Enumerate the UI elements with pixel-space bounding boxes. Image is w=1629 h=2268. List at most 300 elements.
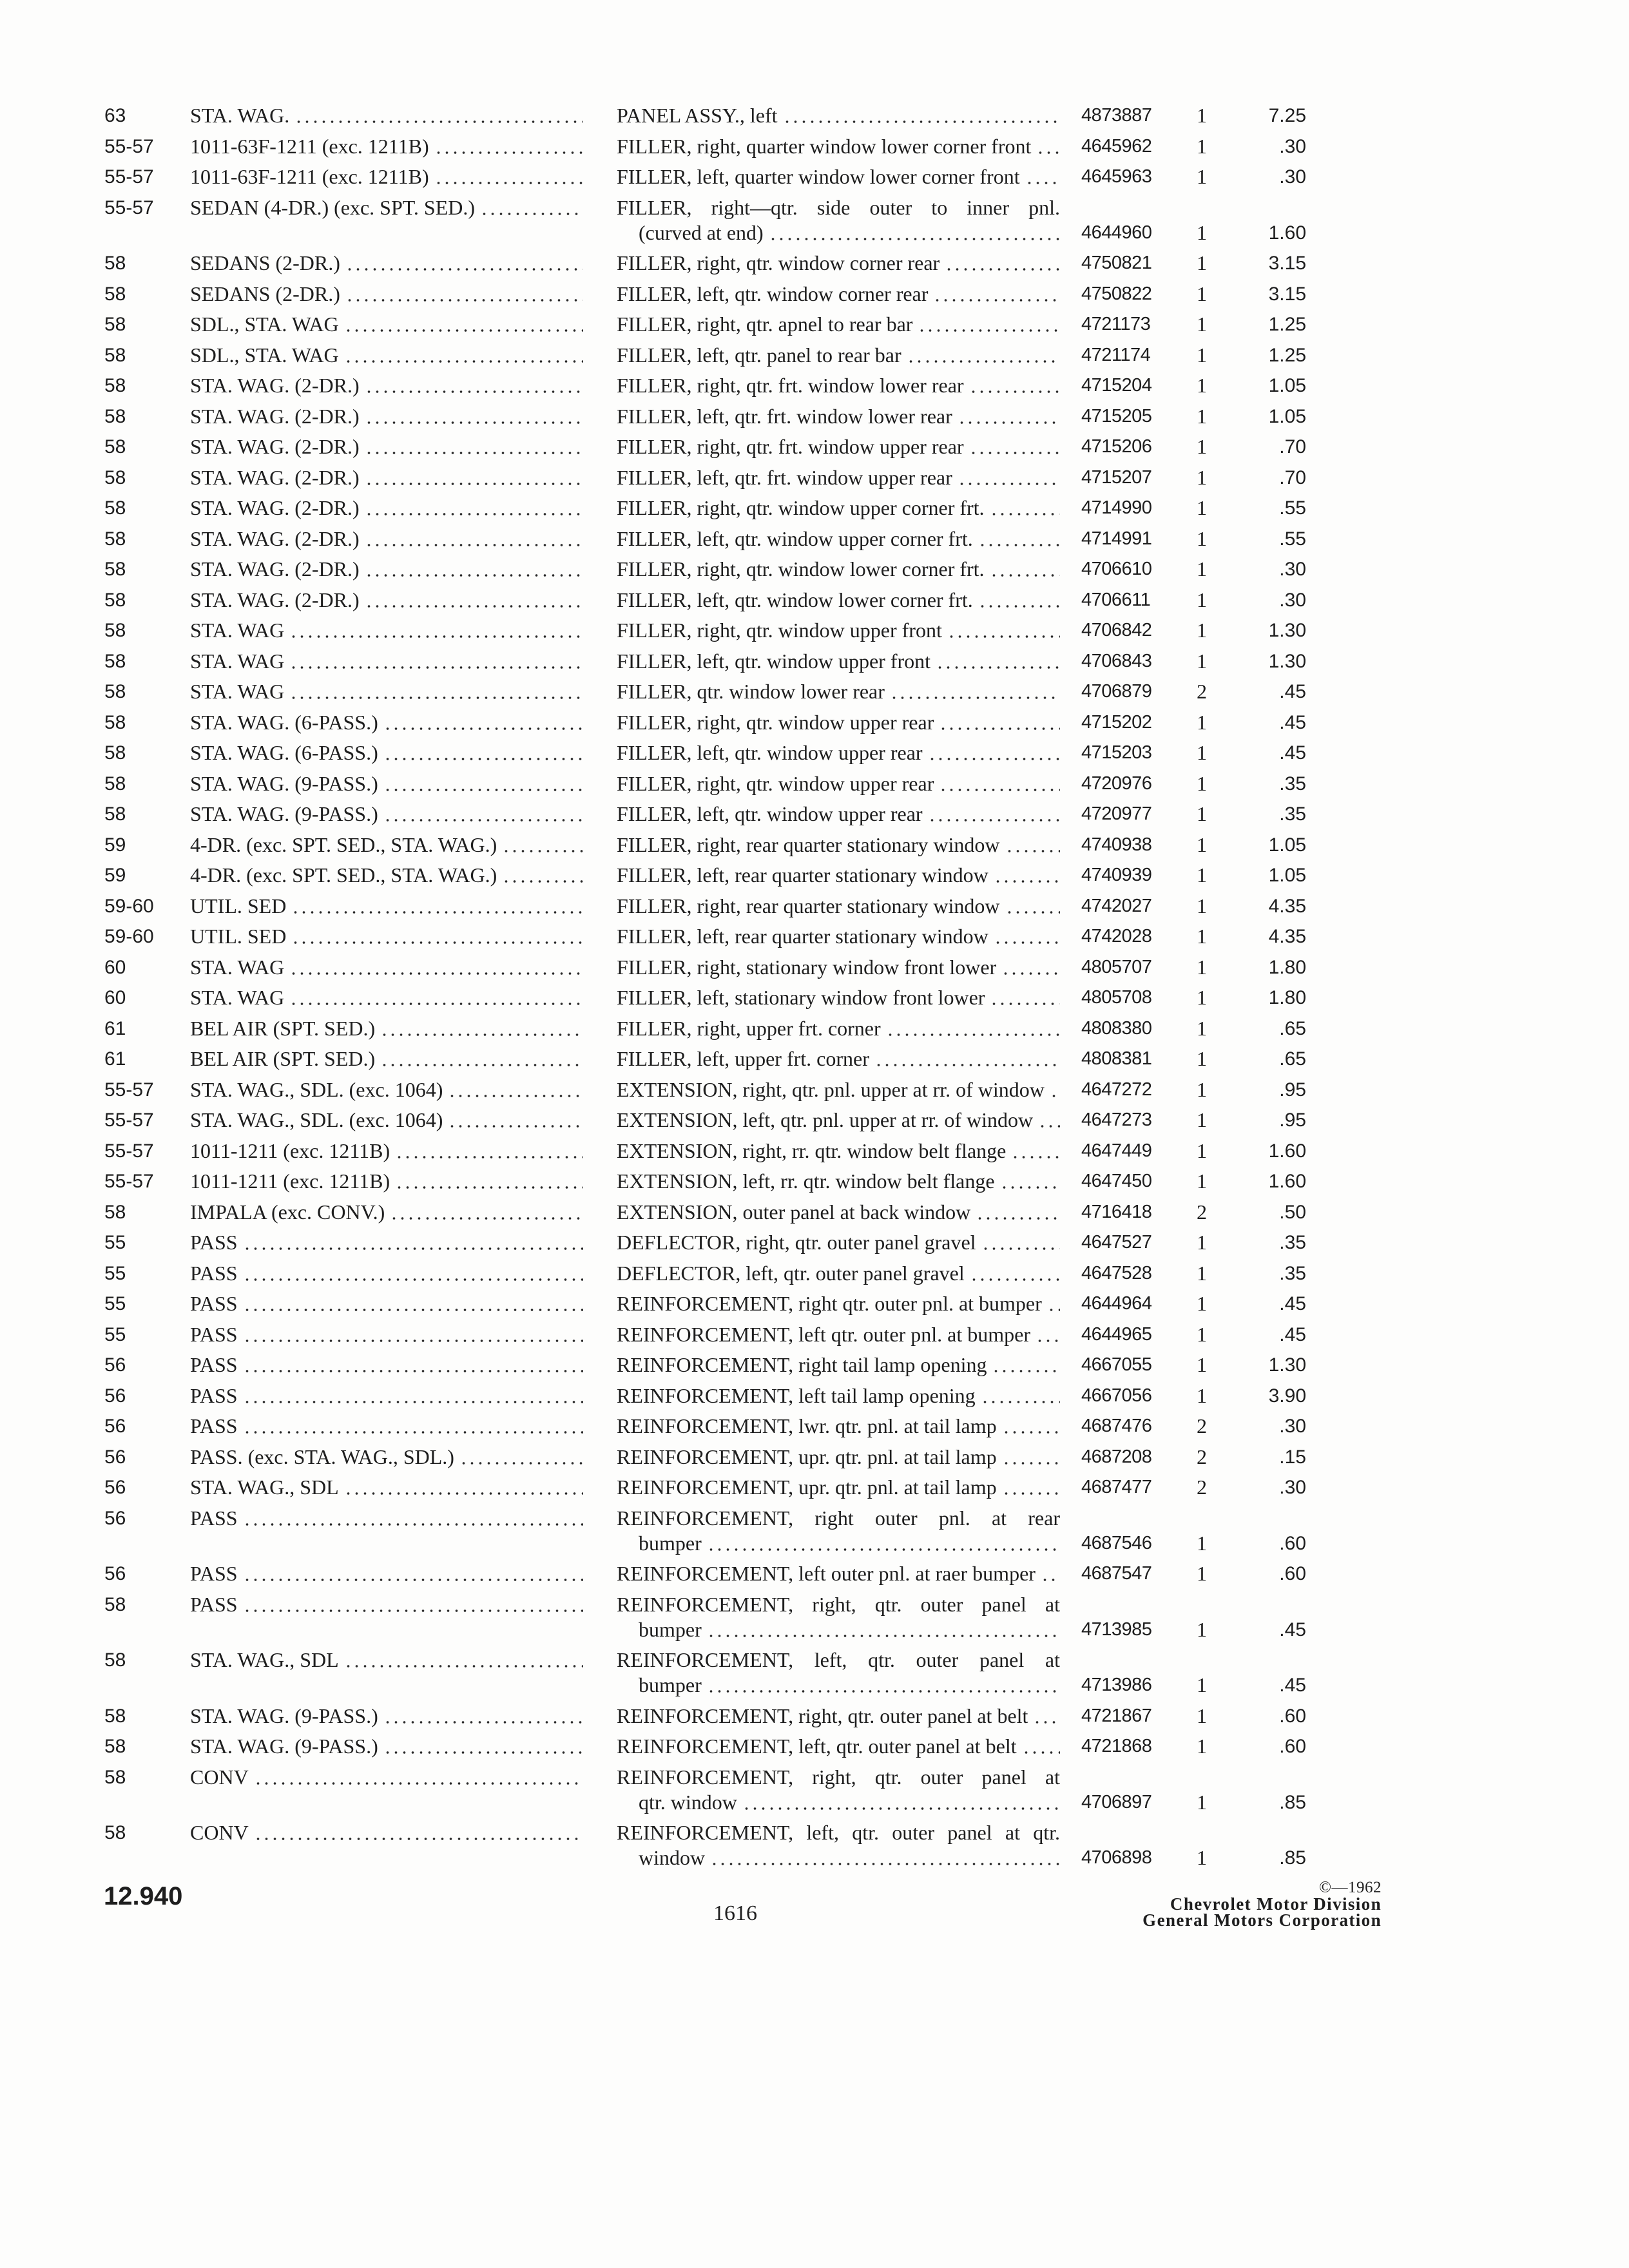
model-name: STA. WAG. (6-PASS.) — [190, 710, 378, 734]
model-year: 56 — [104, 1563, 126, 1584]
parts-row — [0, 740, 1629, 771]
dot-leader — [939, 710, 1060, 735]
description-text: bumper — [639, 1673, 702, 1696]
model-year: 56 — [104, 1416, 126, 1437]
description-text: FILLER, left, qtr. window upper corner frt. — [617, 526, 973, 550]
description-line — [617, 1592, 1060, 1617]
description-text: REINFORCEMENT, left, qtr. outer panel at belt — [617, 1735, 1017, 1758]
description-cell — [617, 1506, 1060, 1556]
dot-leader — [978, 588, 1060, 613]
parts-row — [0, 1046, 1629, 1077]
quantity: 1 — [1197, 557, 1207, 581]
dot-leader — [710, 1845, 1060, 1870]
quantity: 1 — [1197, 1016, 1207, 1040]
model-year: 58 — [104, 497, 126, 519]
model-cell — [190, 985, 583, 1010]
model-name: CONV — [190, 1765, 249, 1789]
model-name: PASS — [190, 1292, 238, 1315]
parts-row — [0, 1322, 1629, 1353]
parts-row — [0, 1261, 1629, 1292]
quantity: 1 — [1197, 925, 1207, 948]
model-year: 56 — [104, 1354, 126, 1376]
model-name: STA. WAG — [190, 955, 285, 979]
price: 1.80 — [1268, 956, 1306, 978]
model-cell — [190, 679, 583, 704]
dot-leader — [928, 740, 1060, 765]
description-text: FILLER, left, qtr. window upper rear — [617, 741, 923, 764]
description-text: FILLER, left, qtr. window upper front — [617, 649, 931, 673]
description-line — [617, 373, 1060, 398]
quantity: 2 — [1197, 1445, 1207, 1468]
parts-row — [0, 771, 1629, 802]
parts-row — [0, 465, 1629, 496]
model-year: 58 — [104, 711, 126, 733]
model-cell — [190, 649, 583, 674]
parts-row — [0, 955, 1629, 986]
description-line — [617, 1261, 1060, 1286]
price: 1.05 — [1268, 834, 1306, 856]
price: 1.60 — [1268, 222, 1306, 244]
price: .70 — [1279, 436, 1306, 457]
price: .30 — [1279, 1477, 1306, 1498]
parts-row — [0, 710, 1629, 741]
dot-leader — [1000, 1169, 1060, 1194]
model-cell — [190, 1108, 583, 1133]
price: .30 — [1279, 166, 1306, 187]
description-cell — [617, 1077, 1060, 1102]
dot-leader — [434, 164, 583, 189]
part-number: 4742027 — [1081, 895, 1152, 916]
description-cell — [617, 1352, 1060, 1378]
description-cell — [617, 1445, 1060, 1470]
description-line — [617, 1139, 1060, 1164]
description-line — [617, 134, 1060, 159]
dot-leader — [291, 894, 583, 919]
description-line — [617, 1617, 1060, 1642]
dot-leader — [243, 1352, 583, 1378]
quantity: 1 — [1197, 832, 1207, 856]
part-number: 4715207 — [1081, 466, 1152, 488]
description-line — [617, 495, 1060, 521]
description-text: bumper — [639, 1617, 702, 1641]
parts-row — [0, 894, 1629, 925]
price: .45 — [1279, 1293, 1306, 1314]
model-year: 59-60 — [104, 895, 154, 917]
dot-leader — [907, 343, 1060, 368]
description-line — [617, 1108, 1060, 1133]
quantity: 1 — [1197, 741, 1207, 764]
price: 4.35 — [1268, 926, 1306, 947]
description-text: FILLER, right—qtr. side outer to inner pnl. — [617, 195, 1060, 219]
parts-row — [0, 649, 1629, 680]
parts-row — [0, 404, 1629, 435]
model-year: 58 — [104, 1822, 126, 1843]
description-cell — [617, 1261, 1060, 1286]
dot-leader — [289, 618, 583, 643]
dot-leader — [243, 1230, 583, 1255]
description-cell — [617, 1046, 1060, 1072]
price: .50 — [1279, 1201, 1306, 1223]
model-year: 58 — [104, 620, 126, 641]
price: 3.90 — [1268, 1385, 1306, 1407]
quantity: 1 — [1197, 1077, 1207, 1101]
description-cell — [617, 343, 1060, 368]
description-cell — [617, 251, 1060, 276]
quantity: 1 — [1197, 104, 1207, 127]
model-name: STA. WAG. (6-PASS.) — [190, 741, 378, 764]
part-number: 4687547 — [1081, 1563, 1152, 1584]
description-line — [617, 195, 1060, 220]
model-year: 55-57 — [104, 1110, 154, 1131]
part-number: 4647528 — [1081, 1262, 1152, 1283]
part-number: 4715203 — [1081, 742, 1152, 763]
dot-leader — [933, 282, 1060, 307]
price: 3.15 — [1268, 283, 1306, 305]
dot-leader — [294, 103, 583, 128]
dot-leader — [947, 618, 1060, 643]
model-name: STA. WAG., SDL — [190, 1648, 339, 1671]
model-name: 4-DR. (exc. SPT. SED., STA. WAG.) — [190, 863, 497, 887]
description-text: REINFORCEMENT, lwr. qtr. pnl. at tail lamp — [617, 1414, 997, 1437]
description-line — [617, 103, 1060, 128]
model-name: PASS — [190, 1261, 238, 1285]
description-line — [617, 771, 1060, 796]
description-line — [617, 740, 1060, 765]
description-text: qtr. window — [639, 1790, 737, 1814]
model-name: STA. WAG — [190, 619, 285, 642]
description-text: FILLER, right, qtr. window upper rear — [617, 771, 934, 795]
price: 4.35 — [1268, 895, 1306, 917]
description-cell — [617, 373, 1060, 398]
description-cell — [617, 465, 1060, 490]
part-number: 4645963 — [1081, 166, 1152, 187]
model-name: STA. WAG. (2-DR.) — [190, 404, 360, 428]
model-cell — [190, 618, 583, 643]
model-name: SEDAN (4-DR.) (exc. SPT. SED.) — [190, 195, 476, 219]
part-number: 4644964 — [1081, 1293, 1152, 1314]
description-line — [617, 1200, 1060, 1225]
model-name: STA. WAG — [190, 986, 285, 1009]
parts-row — [0, 343, 1629, 374]
description-text: FILLER, right, rear quarter stationary window — [617, 832, 1000, 856]
dot-leader — [969, 434, 1060, 459]
dot-leader — [1025, 164, 1060, 189]
description-line — [617, 465, 1060, 490]
dot-leader — [970, 1261, 1060, 1286]
dot-leader — [958, 465, 1060, 490]
model-year: 55 — [104, 1293, 126, 1314]
model-name: STA. WAG. (2-DR.) — [190, 588, 360, 611]
price: .35 — [1279, 1262, 1306, 1284]
model-name: STA. WAG. (9-PASS.) — [190, 771, 378, 795]
parts-row — [0, 134, 1629, 165]
dot-leader — [254, 1765, 583, 1790]
parts-row — [0, 588, 1629, 619]
quantity: 1 — [1197, 404, 1207, 428]
dot-leader — [365, 434, 583, 459]
model-name: 1011-63F-1211 (exc. 1211B) — [190, 165, 429, 188]
description-text: FILLER, left, quarter window lower corner front — [617, 165, 1020, 188]
price: .65 — [1279, 1048, 1306, 1070]
parts-row — [0, 1648, 1629, 1704]
parts-row — [0, 495, 1629, 526]
description-cell — [617, 1734, 1060, 1759]
dot-leader — [769, 220, 1060, 245]
quantity: 1 — [1197, 986, 1207, 1009]
part-number: 4647527 — [1081, 1232, 1152, 1253]
parts-row — [0, 1383, 1629, 1414]
dot-leader — [939, 771, 1060, 796]
model-cell — [190, 924, 583, 949]
model-year: 55-57 — [104, 197, 154, 218]
model-name: STA. WAG., SDL. (exc. 1064) — [190, 1108, 443, 1131]
quantity: 1 — [1197, 1673, 1207, 1696]
model-cell — [190, 526, 583, 552]
model-cell — [190, 251, 583, 276]
dot-leader — [1002, 1475, 1060, 1500]
part-number: 4687476 — [1081, 1416, 1152, 1436]
quantity: 1 — [1197, 1846, 1207, 1869]
division-name: Chevrolet Motor Division — [1170, 1894, 1382, 1914]
dot-leader — [480, 195, 583, 220]
model-year: 56 — [104, 1385, 126, 1407]
dot-leader — [383, 740, 583, 765]
dot-leader — [886, 1016, 1060, 1041]
dot-leader — [707, 1531, 1060, 1556]
dot-leader — [365, 373, 583, 398]
dot-leader — [976, 1200, 1060, 1225]
quantity: 1 — [1197, 1108, 1207, 1131]
model-year: 59-60 — [104, 926, 154, 947]
model-cell — [190, 740, 583, 765]
part-number: 4721173 — [1081, 314, 1151, 334]
price: .30 — [1279, 589, 1306, 611]
quantity: 1 — [1197, 312, 1207, 336]
model-cell — [190, 557, 583, 582]
dot-leader — [1038, 1108, 1060, 1133]
dot-leader — [783, 103, 1060, 128]
parts-row — [0, 103, 1629, 134]
model-cell — [190, 802, 583, 827]
part-number: 4687477 — [1081, 1477, 1152, 1497]
model-name: STA. WAG., SDL — [190, 1475, 339, 1499]
parts-row — [0, 618, 1629, 649]
model-name: STA. WAG. (9-PASS.) — [190, 1704, 378, 1727]
description-text: FILLER, right, stationary window front lower — [617, 955, 997, 979]
part-number: 4687208 — [1081, 1446, 1152, 1467]
model-cell — [190, 404, 583, 429]
description-line — [617, 802, 1060, 827]
model-cell — [190, 1383, 583, 1408]
model-year: 58 — [104, 283, 126, 305]
price: 3.15 — [1268, 253, 1306, 274]
description-text: FILLER, right, qtr. frt. window lower rear — [617, 374, 964, 397]
model-year: 58 — [104, 559, 126, 580]
parts-row — [0, 1561, 1629, 1592]
description-cell — [617, 1561, 1060, 1586]
quantity: 1 — [1197, 802, 1207, 825]
dot-leader — [918, 312, 1060, 337]
parts-row — [0, 1139, 1629, 1169]
description-line — [617, 557, 1060, 582]
model-year: 58 — [104, 436, 126, 457]
dot-leader — [1011, 1139, 1060, 1164]
dot-leader — [289, 955, 583, 980]
parts-row — [0, 802, 1629, 832]
dot-leader — [928, 802, 1060, 827]
description-text: REINFORCEMENT, left, qtr. outer panel at — [617, 1648, 1060, 1671]
quantity: 1 — [1197, 1617, 1207, 1641]
model-year: 55 — [104, 1232, 126, 1253]
model-cell — [190, 1352, 583, 1378]
description-line — [617, 710, 1060, 735]
model-name: PASS — [190, 1506, 238, 1530]
model-cell — [190, 134, 583, 159]
model-name: SEDANS (2-DR.) — [190, 251, 340, 274]
dot-leader — [1002, 1445, 1060, 1470]
dot-leader — [981, 1383, 1060, 1408]
description-cell — [617, 134, 1060, 159]
dot-leader — [383, 710, 583, 735]
part-number: 4715202 — [1081, 711, 1152, 733]
description-text: FILLER, right, qtr. apnel to rear bar — [617, 312, 913, 336]
quantity: 1 — [1197, 1231, 1207, 1254]
description-cell — [617, 1704, 1060, 1729]
parts-row — [0, 1475, 1629, 1506]
model-year: 60 — [104, 956, 126, 978]
price: .45 — [1279, 711, 1306, 733]
dot-leader — [958, 404, 1060, 429]
part-number: 4808381 — [1081, 1048, 1152, 1069]
dot-leader — [1005, 832, 1061, 858]
price: .45 — [1279, 681, 1306, 702]
model-cell — [190, 1077, 583, 1102]
description-cell — [617, 1592, 1060, 1642]
description-line — [617, 832, 1060, 858]
model-name: STA. WAG. (9-PASS.) — [190, 802, 378, 825]
model-cell — [190, 1200, 583, 1225]
description-cell — [617, 1200, 1060, 1225]
quantity: 1 — [1197, 374, 1207, 397]
description-text: EXTENSION, outer panel at back window — [617, 1200, 971, 1224]
model-year: 58 — [104, 344, 126, 366]
quantity: 1 — [1197, 649, 1207, 673]
model-year: 55-57 — [104, 166, 154, 187]
dot-leader — [365, 465, 583, 490]
description-text: FILLER, right, qtr. window corner rear — [617, 251, 940, 274]
model-year: 63 — [104, 105, 126, 126]
quantity: 2 — [1197, 1414, 1207, 1437]
quantity: 1 — [1197, 1169, 1207, 1193]
model-cell — [190, 1139, 583, 1164]
dot-leader — [434, 134, 583, 159]
quantity: 1 — [1197, 465, 1207, 489]
model-cell — [190, 1734, 583, 1759]
description-line — [617, 1673, 1060, 1698]
model-year: 56 — [104, 1507, 126, 1529]
description-line — [617, 1230, 1060, 1255]
model-year: 61 — [104, 1048, 126, 1070]
description-text: REINFORCEMENT, left, qtr. outer panel at qtr. — [617, 1821, 1060, 1844]
quantity: 1 — [1197, 863, 1207, 887]
parts-row — [0, 679, 1629, 710]
quantity: 1 — [1197, 343, 1207, 367]
part-number: 4647272 — [1081, 1079, 1152, 1100]
dot-leader — [243, 1383, 583, 1408]
description-cell — [617, 740, 1060, 765]
parts-row — [0, 282, 1629, 312]
parts-row — [0, 1291, 1629, 1322]
description-line — [617, 1291, 1060, 1316]
part-number: 4716418 — [1081, 1201, 1152, 1222]
description-line — [617, 618, 1060, 643]
quantity: 1 — [1197, 588, 1207, 611]
dot-leader — [1001, 955, 1060, 980]
description-line — [617, 251, 1060, 276]
price: .95 — [1279, 1079, 1306, 1100]
description-text: EXTENSION, right, rr. qtr. window belt flange — [617, 1139, 1007, 1162]
dot-leader — [390, 1200, 583, 1225]
model-name: 1011-1211 (exc. 1211B) — [190, 1169, 390, 1193]
quantity: 1 — [1197, 1139, 1207, 1162]
description-text: FILLER, right, quarter window lower corner front — [617, 134, 1032, 158]
dot-leader — [1041, 1561, 1060, 1586]
model-year: 58 — [104, 589, 126, 611]
part-number: 4706843 — [1081, 650, 1152, 671]
quantity: 1 — [1197, 710, 1207, 734]
model-name: STA. WAG — [190, 649, 285, 673]
dot-leader — [936, 649, 1060, 674]
description-text: REINFORCEMENT, left tail lamp opening — [617, 1383, 976, 1407]
description-cell — [617, 404, 1060, 429]
part-number: 4647273 — [1081, 1110, 1152, 1130]
quantity: 1 — [1197, 220, 1207, 244]
model-name: UTIL. SED — [190, 925, 287, 948]
copyright-year: ©—1962 — [1319, 1879, 1382, 1896]
model-year: 55-57 — [104, 1079, 154, 1100]
part-number: 4645962 — [1081, 135, 1152, 157]
description-text: FILLER, right, rear quarter stationary window — [617, 894, 1000, 918]
model-name: IMPALA (exc. CONV.) — [190, 1200, 385, 1224]
model-cell — [190, 465, 583, 490]
model-cell — [190, 1506, 583, 1531]
dot-leader — [994, 863, 1060, 888]
description-cell — [617, 495, 1060, 521]
price: 1.05 — [1268, 405, 1306, 427]
description-line — [617, 1820, 1060, 1845]
parts-row — [0, 1734, 1629, 1765]
price: 1.05 — [1268, 865, 1306, 886]
model-name: 4-DR. (exc. SPT. SED., STA. WAG.) — [190, 832, 497, 856]
dot-leader — [1036, 134, 1060, 159]
model-cell — [190, 312, 583, 337]
description-cell — [617, 1322, 1060, 1347]
dot-leader — [742, 1790, 1060, 1815]
model-cell — [190, 1016, 583, 1041]
part-number: 4647449 — [1081, 1140, 1152, 1161]
description-text: FILLER, right, qtr. window upper front — [617, 619, 942, 642]
price: 1.25 — [1268, 344, 1306, 366]
parts-list — [0, 103, 1629, 1876]
description-cell — [617, 588, 1060, 613]
dot-leader — [291, 924, 583, 949]
price: 1.05 — [1268, 375, 1306, 396]
model-cell — [190, 1445, 583, 1470]
model-year: 59 — [104, 865, 126, 886]
price: .95 — [1279, 1110, 1306, 1131]
description-cell — [617, 1414, 1060, 1439]
model-cell — [190, 1648, 583, 1673]
